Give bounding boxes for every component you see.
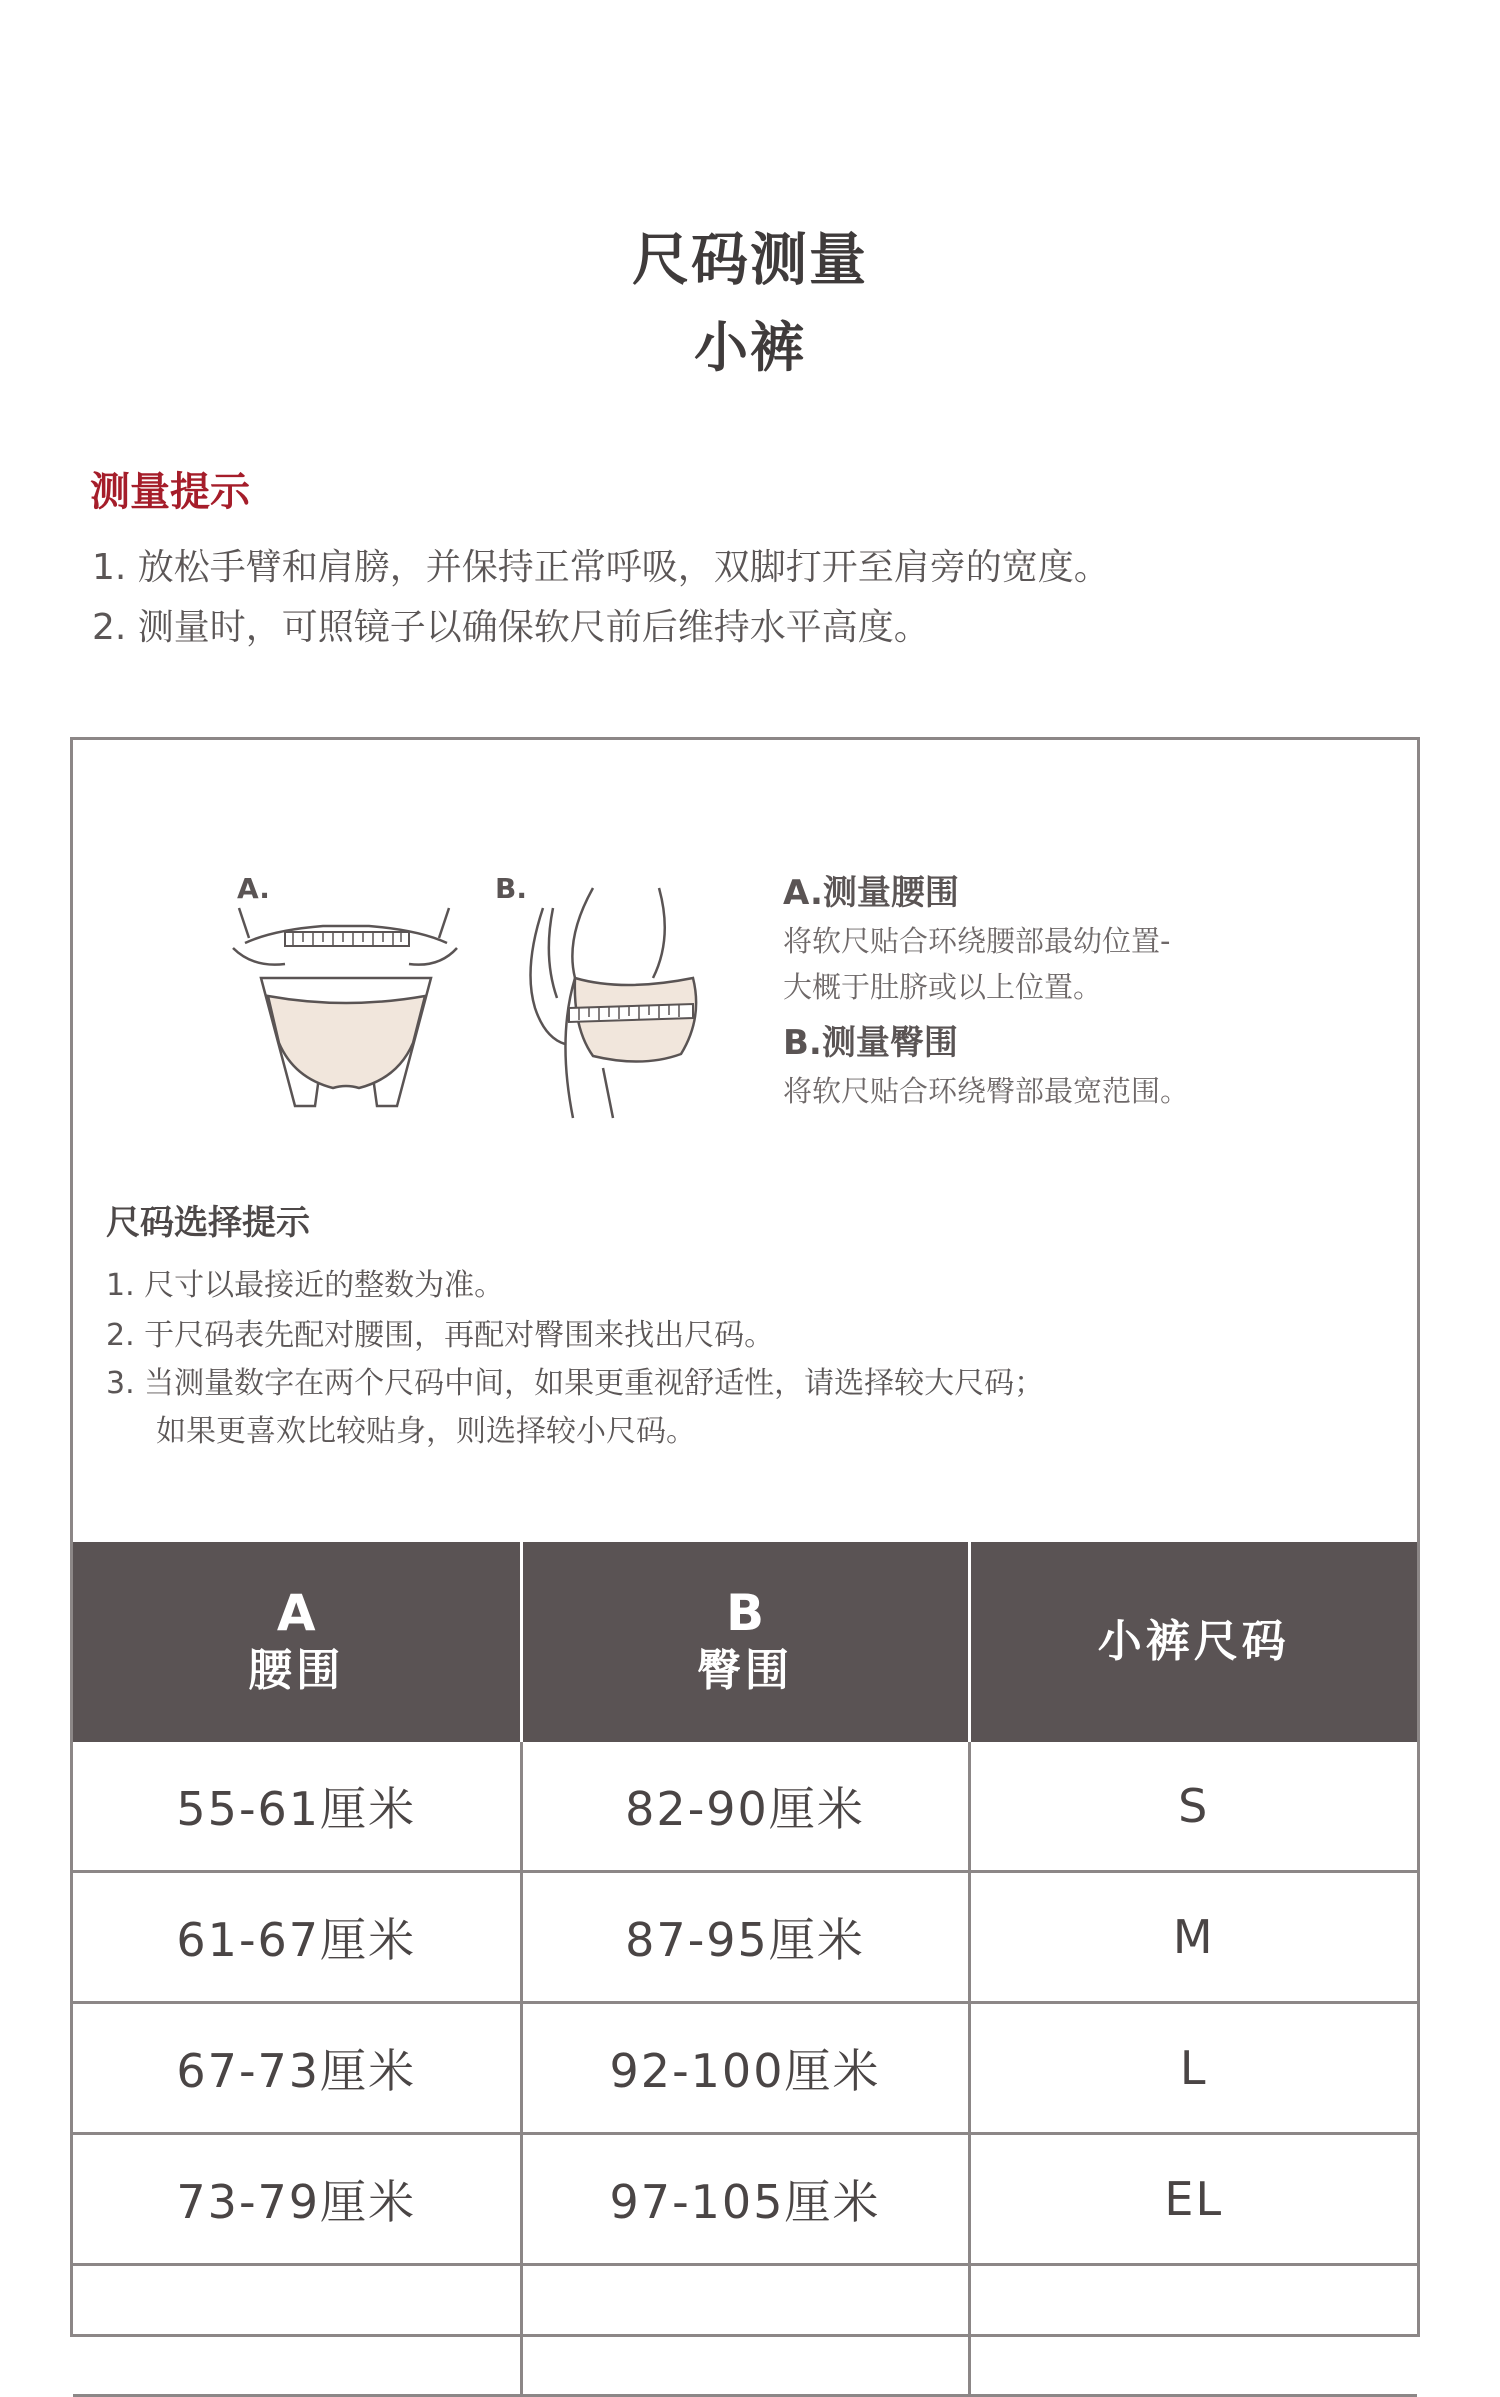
column-header-letter: A — [276, 1584, 316, 1642]
hip-cell: 87-95厘米 — [521, 1872, 969, 2003]
size-tip-2: 2. 于尺码表先配对腰围，再配对臀围来找出尺码。 — [106, 1318, 775, 1353]
table-row — [73, 2003, 1417, 2134]
column-header-name: 腰围 — [248, 1645, 345, 1696]
column-header-letter: B — [725, 1584, 765, 1642]
table-row — [73, 1872, 1417, 2003]
hip-measure-title: B.测量臀围 — [783, 1023, 958, 1063]
page-title: 尺码测量 — [632, 227, 868, 293]
column-header-size — [969, 1542, 1417, 1742]
size-tip-3: 3. 当测量数字在两个尺码中间，如果更重视舒适性，请选择较大尺码； — [106, 1366, 1045, 1401]
briefs-front-icon — [268, 996, 425, 1088]
column-header-name: 臀围 — [697, 1645, 793, 1696]
waist-cell — [73, 2265, 521, 2396]
hip-cell — [521, 2265, 969, 2396]
table-row — [73, 2265, 1417, 2396]
size-cell: EL — [969, 2134, 1417, 2265]
size-cell: M — [969, 1872, 1417, 2003]
waist-measure-title: A.测量腰围 — [783, 873, 959, 913]
waist-measure-desc-1: 将软尺贴合环绕腰部最幼位置- — [783, 924, 1171, 958]
column-header-waist — [73, 1542, 521, 1742]
hip-measure-desc: 将软尺贴合环绕臀部最宽范围。 — [783, 1074, 1190, 1108]
size-tips-heading: 尺码选择提示 — [106, 1203, 310, 1243]
size-guide-card — [70, 737, 1420, 2337]
size-chart-table — [73, 1542, 1417, 2397]
measure-tip-2: 2. 测量时，可照镜子以确保软尺前后维持水平高度。 — [92, 607, 930, 648]
column-header-hip — [521, 1542, 969, 1742]
page-subtitle: 小裤 — [694, 316, 806, 379]
measure-tip-1: 1. 放松手臂和肩膀，并保持正常呼吸，双脚打开至肩旁的宽度。 — [92, 547, 1110, 588]
figure-a-label: A. — [237, 872, 270, 905]
measure-tips-heading: 测量提示 — [90, 469, 250, 515]
waist-cell: 61-67厘米 — [73, 1872, 521, 2003]
hip-cell: 92-100厘米 — [521, 2003, 969, 2134]
size-cell — [969, 2265, 1417, 2396]
column-header-name: 小裤尺码 — [1097, 1616, 1290, 1667]
size-cell: S — [969, 1742, 1417, 1872]
size-cell: L — [969, 2003, 1417, 2134]
figure-b-label: B. — [495, 872, 527, 905]
waist-cell: 73-79厘米 — [73, 2134, 521, 2265]
hip-cell: 97-105厘米 — [521, 2134, 969, 2265]
measurement-illustration — [173, 868, 813, 1128]
waist-cell: 55-61厘米 — [73, 1742, 521, 1872]
hip-cell: 82-90厘米 — [521, 1742, 969, 1872]
size-tip-3-continued: 如果更喜欢比较贴身，则选择较小尺码。 — [156, 1414, 696, 1449]
table-row — [73, 2134, 1417, 2265]
table-header-row — [73, 1542, 1417, 1742]
waist-cell: 67-73厘米 — [73, 2003, 521, 2134]
size-tip-1: 1. 尺寸以最接近的整数为准。 — [106, 1268, 505, 1303]
waist-measure-desc-2: 大概于肚脐或以上位置。 — [783, 970, 1103, 1004]
table-row — [73, 1742, 1417, 1872]
